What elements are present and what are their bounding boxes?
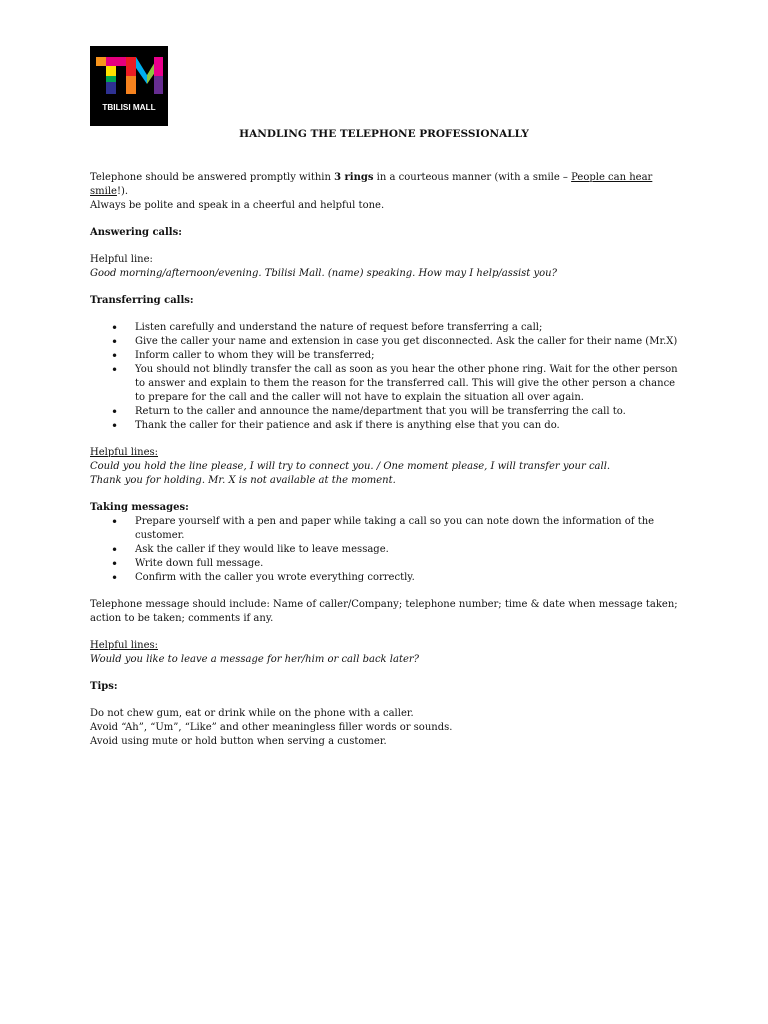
messages-helpful-text: Would you like to leave a message for her/him or call back later? (90, 654, 420, 665)
transferring-heading: Transferring calls: (90, 295, 194, 306)
list-item: • Thank the caller for their patience and ask if there is anything else that you can do. (90, 419, 685, 433)
tbilisi-mall-logo (90, 46, 168, 126)
messages-include-text: Telephone message should include: Name of caller/Company; telephone number; time & date when message taken; action to be taken; comments if any. (90, 599, 678, 624)
intro-paragraph (90, 171, 685, 213)
tm-logo-icon (90, 46, 168, 126)
intro-bold-rings: 3 rings (334, 172, 374, 183)
intro-text-2: in a courteous manner (with a smile – (373, 172, 572, 183)
answering-heading: Answering calls: (90, 227, 182, 238)
intro-text-1: Telephone should be answered promptly within (90, 172, 335, 183)
tip-line: Avoid “Ah”, “Um”, “Like” and other meaningless filler words or sounds. (90, 722, 453, 733)
list-item: • Confirm with the caller you wrote everything correctly. (90, 571, 685, 585)
tip-line: Avoid using mute or hold button when serving a customer. (90, 736, 387, 747)
list-item: • Prepare yourself with a pen and paper while taking a call so you can note down the information of the customer. (90, 515, 685, 543)
transferring-helpful-line-1: Could you hold the line please, I will try to connect you. / One moment please, I will transfer your call. (90, 461, 611, 472)
list-item: • Listen carefully and understand the nature of request before transferring a call; (90, 321, 685, 335)
list-item: • Ask the caller if they would like to leave message. (90, 543, 685, 557)
list-item: • Inform caller to whom they will be transferred; (90, 349, 685, 363)
messages-helpful-label: Helpful lines: (90, 640, 159, 651)
answering-helpful-text: Good morning/afternoon/evening. Tbilisi Mall. (name) speaking. How may I help/assist you? (90, 268, 557, 279)
page-title: HANDLING THE TELEPHONE PROFESSIONALLY (239, 128, 529, 140)
intro-text-3: !). (116, 186, 129, 197)
list-item: • Give the caller your name and extension in case you get disconnected. Ask the caller for their name (Mr.X) (90, 335, 685, 349)
tip-line: Do not chew gum, eat or drink while on the phone with a caller. (90, 708, 414, 719)
intro-line-2: Always be polite and speak in a cheerful and helpful tone. (90, 200, 385, 211)
logo-text: TBILISI MALL (102, 103, 156, 112)
list-item: • Return to the caller and announce the name/department that you will be transferring the call to. (90, 405, 685, 419)
transferring-list (90, 321, 685, 433)
list-item: • Write down full message. (90, 557, 685, 571)
transferring-helpful-label: Helpful lines: (90, 447, 159, 458)
messages-list (90, 515, 685, 585)
intro-underlined-smile: People can hear smile (90, 172, 653, 197)
transferring-helpful-line-2: Thank you for holding. Mr. X is not available at the moment. (90, 475, 396, 486)
document-body (90, 171, 685, 749)
messages-heading: Taking messages: (90, 502, 189, 513)
tips-heading: Tips: (90, 681, 118, 692)
answering-helpful-label: Helpful line: (90, 254, 153, 265)
list-item: • You should not blindly transfer the call as soon as you hear the other phone ring. Wait for the other person to answer and explain to them the reason for the transferred call. This will give the other person a chance to prepare for the call and the caller will not have to explain the situation all over again. (90, 363, 685, 405)
